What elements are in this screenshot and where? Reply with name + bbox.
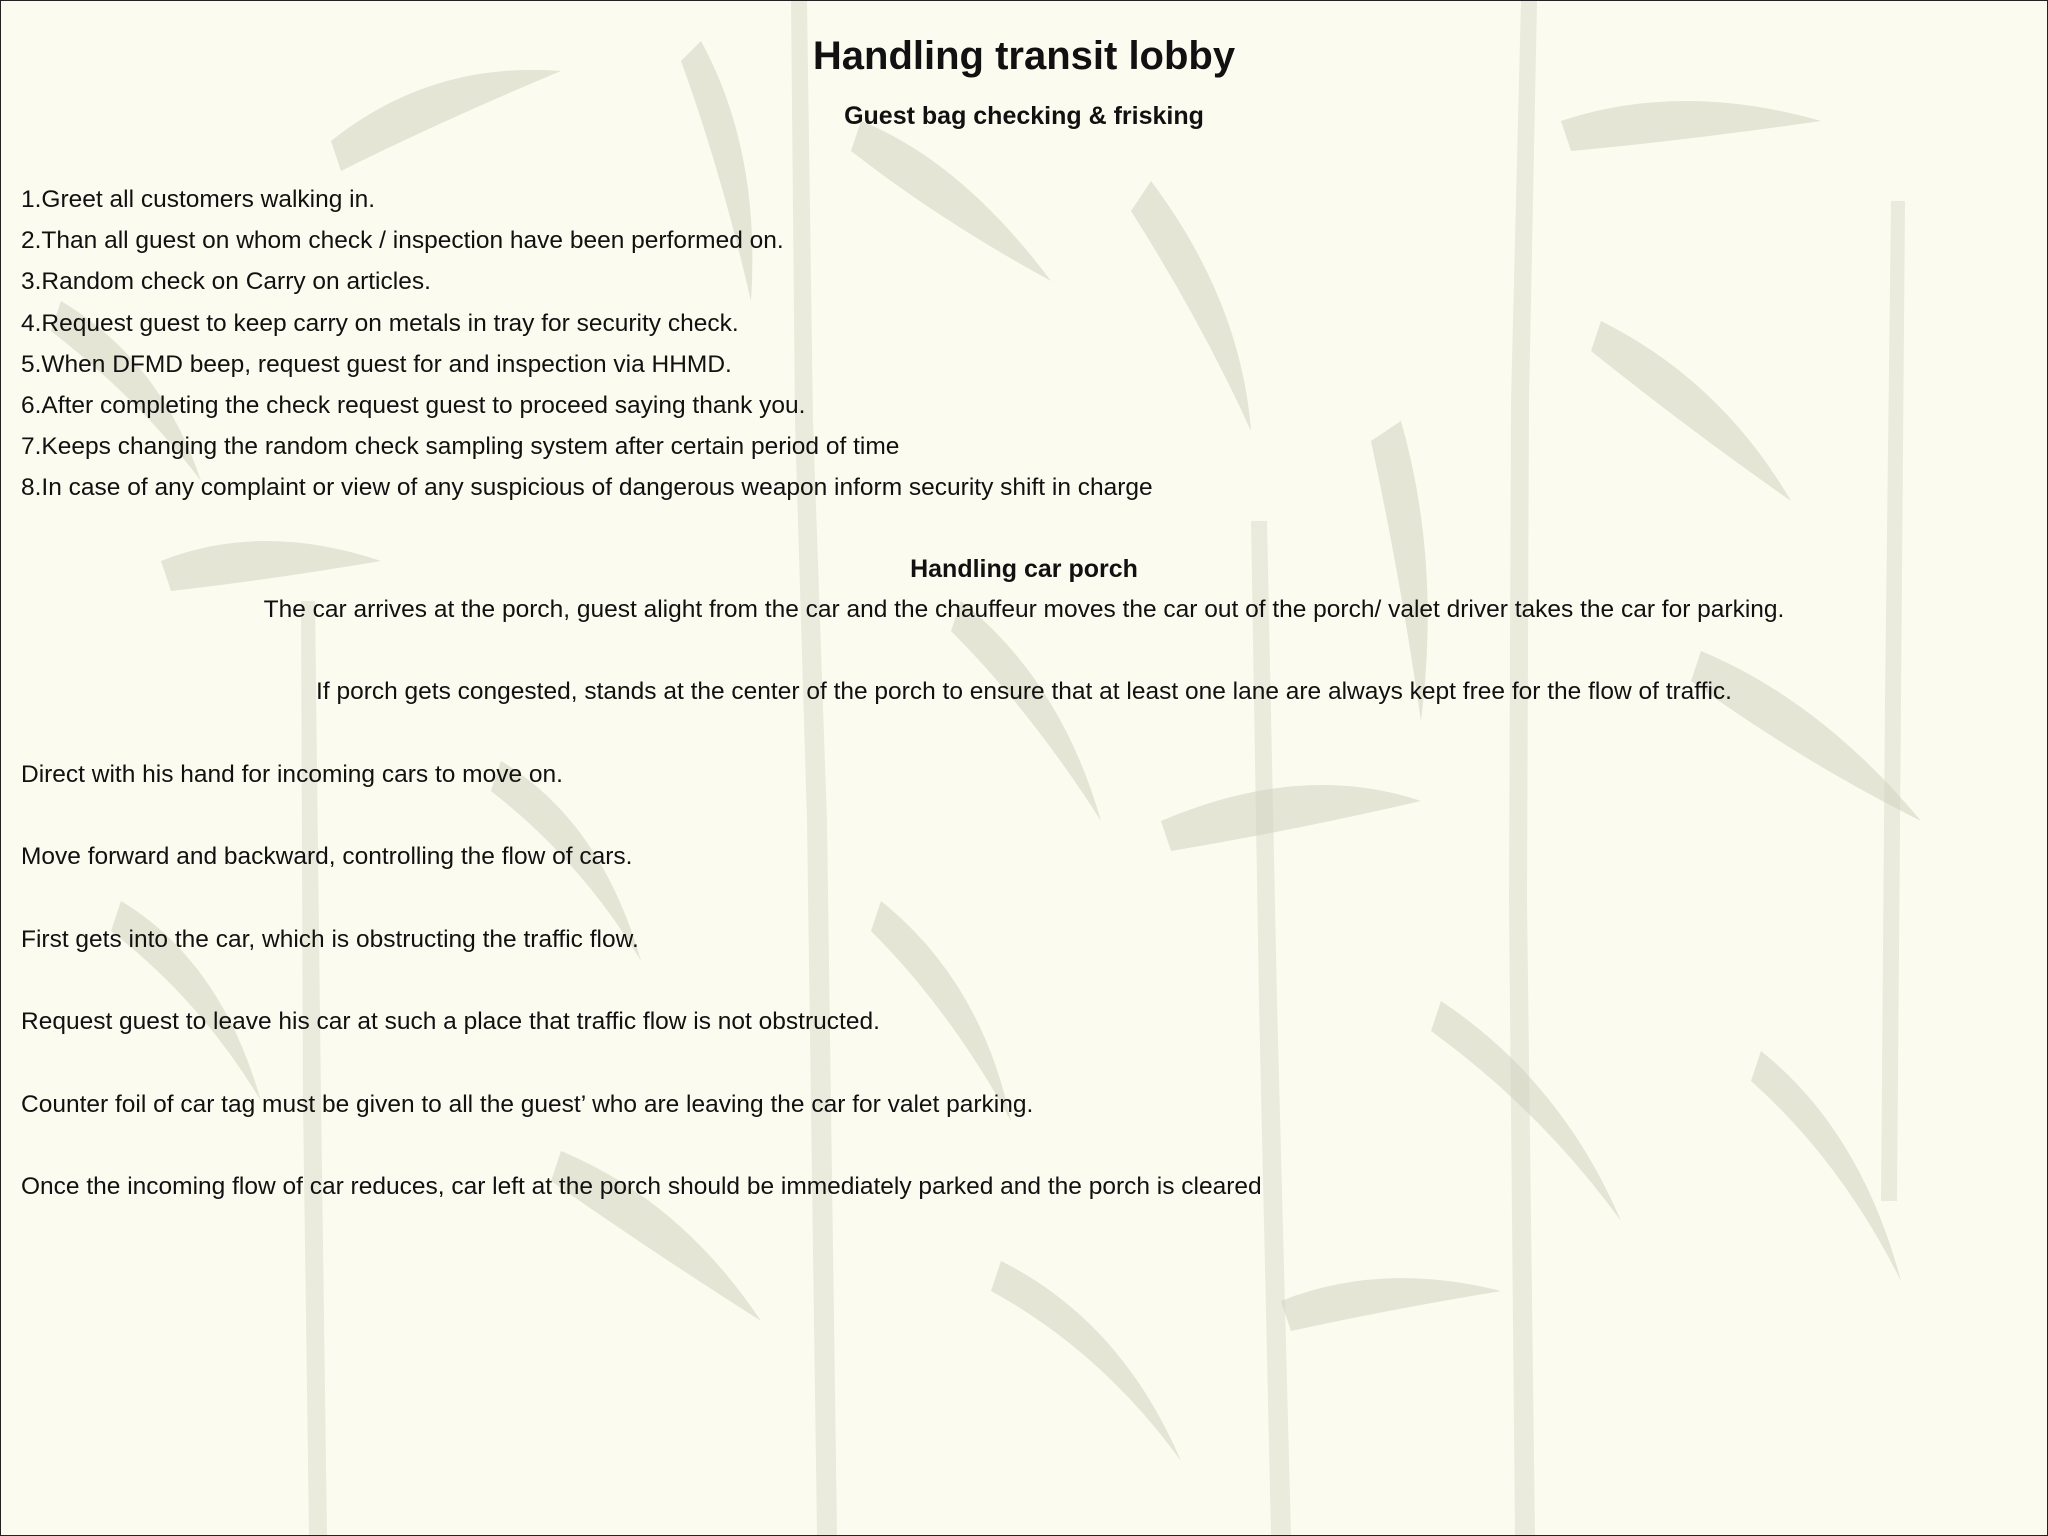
step-item: 2.Than all guest on whom check / inspection have been performed on. [21, 227, 784, 255]
porch-line: Counter foil of car tag must be given to all the guest’ who are leaving the car for valet parking. [21, 1091, 1034, 1118]
step-item: 7.Keeps changing the random check sampling system after certain period of time [21, 433, 900, 461]
step-item: 8.In case of any complaint or view of any suspicious of dangerous weapon inform security shift in charge [21, 474, 1153, 502]
slide-subtitle: Guest bag checking & frisking [844, 102, 1204, 130]
slide-content [1, 1, 2047, 1535]
step-item: 6.After completing the check request guest to proceed saying thank you. [21, 392, 806, 420]
checking-steps-list [21, 179, 2021, 509]
porch-paragraph: The car arrives at the porch, guest alight from the car and the chauffeur moves the car out of the porch/ valet driver takes the car for parking. [263, 596, 1785, 623]
porch-paragraph: If porch gets congested, stands at the center of the porch to ensure that at least one lane are always kept free for the flow of traffic. [316, 678, 1732, 705]
porch-line: Move forward and backward, controlling the flow of cars. [21, 843, 633, 870]
step-item: 4.Request guest to keep carry on metals in tray for security check. [21, 309, 739, 337]
slide-title: Handling transit lobby [812, 34, 1236, 78]
porch-section-heading [1, 552, 2047, 586]
porch-line: First gets into the car, which is obstructing the traffic flow. [21, 926, 639, 953]
porch-heading-text: Handling car porch [910, 555, 1138, 583]
porch-line: Request guest to leave his car at such a place that traffic flow is not obstructed. [21, 1008, 880, 1035]
step-item: 1.Greet all customers walking in. [21, 186, 376, 213]
porch-line: Once the incoming flow of car reduces, car left at the porch should be immediately parked and the porch is cleared [21, 1173, 1262, 1200]
porch-line: Direct with his hand for incoming cars to move on. [21, 761, 563, 788]
step-item: 3.Random check on Carry on articles. [21, 268, 431, 296]
step-item: 5.When DFMD beep, request guest for and inspection via HHMD. [21, 350, 732, 378]
